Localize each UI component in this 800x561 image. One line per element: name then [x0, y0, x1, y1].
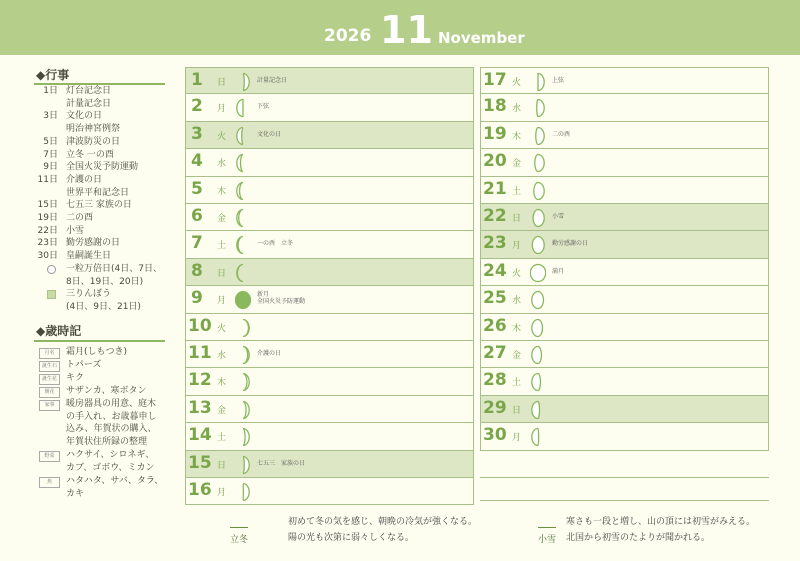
moon-phase-icon [235, 181, 251, 201]
day-number: 5 [191, 178, 203, 199]
moon-holder [530, 263, 546, 287]
day-row [185, 423, 474, 450]
day-number: 7 [191, 233, 203, 254]
day-row [185, 94, 474, 121]
weekday-label: 土 [217, 433, 227, 444]
moon-holder [235, 126, 251, 150]
moon-phase-icon [530, 263, 546, 283]
event-day: 7日 [43, 149, 58, 160]
day-number: 16 [188, 480, 212, 500]
saijiki-text: 年賀状住所録の整理 [66, 437, 148, 448]
day-note [552, 77, 564, 84]
day-row [480, 122, 769, 149]
weekday-label: 日 [512, 405, 522, 416]
season-text: 初めて冬の気を感じ、朝晩の冷気が強くなる。 [288, 517, 478, 527]
moon-phase-icon [530, 427, 546, 447]
moon-holder [235, 235, 251, 259]
day-note-line: 下弦 [257, 103, 270, 111]
day-row [480, 341, 769, 368]
weekday-label: 月 [217, 104, 227, 115]
weekday-label: 金 [217, 214, 227, 224]
saijiki-text: 霜月(しもつき) [66, 347, 128, 357]
day-number: 29 [483, 397, 507, 418]
moon-phase-icon [530, 400, 546, 420]
season-label: 立冬 [230, 535, 249, 545]
event-text: 世界平和記念日 [66, 187, 130, 198]
moon-phase-icon [235, 235, 251, 255]
moon-phase-icon [530, 126, 546, 146]
moon-phase-icon [235, 126, 251, 146]
moon-holder [530, 72, 546, 96]
saijiki-tag: 開花 [39, 387, 60, 398]
saijiki-divider [34, 340, 165, 342]
moon-holder [235, 72, 251, 96]
event-day: 19日 [37, 213, 58, 223]
weekday-label: 月 [217, 296, 227, 307]
weekday-label: 日 [512, 214, 522, 224]
weekday-label: 火 [217, 131, 227, 142]
day-note-line: 満月 [552, 267, 565, 275]
season-text: 寒さも一段と増し、山の頂には初雪がみえる。 [566, 517, 756, 527]
day-number: 3 [191, 123, 203, 144]
weekday-label: 土 [217, 241, 227, 252]
day-number: 28 [483, 370, 507, 391]
moon-phase-icon [530, 153, 546, 173]
season-label: 小雪 [538, 535, 557, 545]
day-row [185, 259, 474, 286]
event-text: 津波防災の日 [66, 136, 121, 147]
moon-holder [530, 98, 546, 122]
day-row [185, 149, 474, 176]
leaf-icon [230, 515, 248, 528]
moon-holder [530, 208, 546, 232]
moon-phase-icon [235, 318, 251, 338]
saijiki-text: ハタハタ、サバ、タラ、 [66, 476, 164, 486]
day-note [257, 131, 281, 138]
event-mark-text: (4日、9日、21日) [66, 301, 141, 312]
weekday-label: 金 [512, 351, 522, 361]
mountain-icon [538, 515, 556, 528]
moon-holder [235, 372, 251, 396]
moon-phase-icon [235, 482, 251, 502]
moon-holder [530, 345, 546, 369]
event-text: 小雪 [66, 225, 85, 236]
weekday-label: 水 [512, 296, 522, 307]
empty-row-line [480, 500, 769, 501]
moon-holder [530, 126, 546, 150]
event-mark-text: 三りんぼう [66, 289, 112, 300]
moon-phase-icon [530, 372, 546, 392]
day-number: 20 [483, 151, 507, 172]
day-note-line: 文化の日 [257, 130, 282, 138]
day-row [185, 451, 474, 478]
saijiki-text: 込み、年賀状の購入、 [66, 424, 157, 435]
day-note [552, 240, 588, 247]
moon-phase-icon [235, 263, 251, 283]
weekday-label: 木 [512, 131, 522, 142]
moon-phase-icon [530, 72, 546, 92]
event-day: 15日 [37, 200, 58, 211]
event-text: 全国火災予防運動 [66, 162, 139, 173]
weekday-label: 火 [512, 78, 522, 88]
moon-holder [235, 263, 251, 287]
day-row [480, 396, 769, 423]
saijiki-text: カキ [66, 488, 85, 499]
moon-phase-icon [530, 235, 546, 255]
saijiki-text: サザンカ、寒ボタン [66, 385, 147, 396]
moon-holder [235, 290, 251, 314]
moon-holder [235, 345, 251, 369]
day-number: 21 [483, 178, 507, 199]
day-row [185, 396, 474, 423]
day-row [480, 423, 769, 450]
event-mark-text: 8日、19日、20日) [66, 276, 144, 287]
day-number: 24 [483, 260, 507, 281]
moon-holder [235, 400, 251, 424]
moon-holder [530, 427, 546, 451]
day-number: 4 [191, 151, 203, 172]
moon-phase-icon [235, 427, 251, 447]
season-text: 陽の光も次第に弱々しくなる。 [288, 533, 415, 543]
saijiki-tag: 家事 [39, 400, 60, 411]
day-number: 15 [188, 452, 212, 473]
month-name: November [438, 29, 525, 47]
event-text: 七五三 家族の日 [66, 200, 132, 211]
moon-holder [530, 290, 546, 314]
day-number: 12 [188, 370, 212, 391]
moon-holder [235, 427, 251, 451]
empty-row-line [480, 477, 769, 478]
event-text: 明治神宮例祭 [66, 124, 121, 135]
event-text: 文化の日 [66, 111, 103, 122]
saijiki-title: ◆歳時記 [36, 324, 82, 338]
day-row [185, 478, 474, 505]
day-note [552, 213, 564, 220]
day-row [480, 286, 769, 313]
day-note-line: 新月 [257, 291, 270, 299]
weekday-label: 火 [512, 268, 522, 279]
event-text: 皇嗣誕生日 [66, 251, 112, 262]
moon-phase-icon [235, 290, 251, 310]
weekday-label: 木 [217, 378, 227, 389]
moon-holder [235, 318, 251, 342]
saijiki-tag: 野菜 [39, 451, 60, 462]
moon-holder [235, 455, 251, 479]
event-text: 計量記念日 [66, 98, 112, 109]
day-number: 10 [188, 315, 212, 336]
moon-holder [235, 181, 251, 205]
day-note [257, 77, 287, 84]
event-text: 灯台記念日 [66, 86, 112, 96]
day-note [257, 350, 281, 357]
day-row [185, 231, 474, 258]
moon-holder [235, 98, 251, 122]
day-number: 17 [483, 70, 507, 90]
day-number: 26 [483, 315, 507, 336]
day-number: 8 [191, 260, 203, 281]
weekday-label: 土 [512, 378, 522, 389]
events-title: ◆行事 [36, 68, 70, 82]
weekday-label: 日 [217, 460, 227, 471]
event-day: 11日 [37, 174, 58, 185]
saijiki-tag: 誕生花 [39, 374, 60, 385]
event-day: 1日 [43, 86, 58, 96]
day-note-line: 一の酉 立冬 [257, 240, 294, 248]
weekday-label: 金 [217, 405, 227, 416]
weekday-label: 土 [512, 186, 522, 197]
moon-holder [530, 181, 546, 205]
year-label: 2026 [324, 26, 372, 46]
day-note-line: 上弦 [552, 77, 565, 84]
saijiki-text: 暖房器具の用意、庭木 [66, 398, 157, 409]
saijiki-text: キク [66, 372, 85, 383]
day-row [185, 122, 474, 149]
moon-holder [235, 482, 251, 506]
square-mark-icon [47, 290, 56, 299]
day-note [257, 291, 305, 305]
event-text: 立冬 一の酉 [66, 149, 114, 160]
event-text: 介護の日 [66, 174, 103, 185]
day-note-line: 二の酉 [552, 130, 571, 138]
day-number: 9 [191, 288, 203, 309]
day-number: 11 [188, 343, 212, 363]
saijiki-text: トパーズ [66, 359, 102, 370]
moon-holder [235, 153, 251, 177]
day-row [185, 341, 474, 368]
event-day: 3日 [43, 111, 58, 122]
event-day: 23日 [37, 238, 58, 249]
weekday-label: 月 [512, 241, 522, 252]
day-number: 1 [191, 70, 203, 90]
day-row [185, 204, 474, 231]
event-mark-text: 一粒万倍日(4日、7日、 [66, 263, 162, 274]
day-note-line: 小雪 [552, 213, 565, 220]
event-text: 勤労感謝の日 [66, 238, 121, 249]
weekday-label: 金 [512, 159, 522, 170]
day-note-line: 勤労感謝の日 [552, 240, 589, 248]
day-number: 19 [483, 123, 507, 144]
saijiki-tag: 魚 [39, 477, 60, 488]
weekday-label: 木 [217, 186, 227, 197]
weekday-label: 水 [217, 351, 227, 361]
weekday-label: 月 [217, 488, 227, 498]
weekday-label: 月 [512, 433, 522, 444]
moon-phase-icon [235, 153, 251, 173]
day-note-line: 介護の日 [257, 350, 282, 357]
day-row [480, 67, 769, 94]
moon-phase-icon [235, 455, 251, 475]
day-number: 18 [483, 96, 507, 117]
moon-holder [530, 318, 546, 342]
day-row [185, 368, 474, 395]
day-row [185, 286, 474, 313]
moon-phase-icon [235, 372, 251, 392]
saijiki-text: の手入れ、お歳暮申し [66, 411, 157, 422]
moon-phase-icon [530, 290, 546, 310]
day-number: 13 [188, 397, 212, 418]
day-note-line: 計量記念日 [257, 77, 288, 84]
moon-holder [235, 208, 251, 232]
moon-phase-icon [235, 72, 251, 92]
moon-holder [530, 372, 546, 396]
moon-phase-icon [235, 345, 251, 365]
saijiki-tag: 誕生石 [39, 361, 60, 372]
event-day: 9日 [43, 162, 58, 173]
circle-mark-icon [47, 265, 56, 274]
day-number: 30 [483, 425, 507, 446]
day-number: 23 [483, 233, 507, 254]
day-number: 14 [188, 425, 212, 446]
weekday-label: 日 [217, 78, 227, 88]
day-note [257, 460, 305, 467]
moon-phase-icon [530, 345, 546, 365]
day-note [552, 131, 570, 138]
month-number: 11 [380, 8, 433, 52]
event-text: 二の酉 [66, 213, 94, 223]
moon-phase-icon [235, 208, 251, 228]
day-note-line: 七五三 家族の日 [257, 459, 306, 467]
day-number: 27 [483, 343, 507, 363]
saijiki-text: カブ、ゴボウ、ミカン [66, 463, 155, 474]
header-banner [0, 0, 800, 55]
day-number: 2 [191, 96, 203, 117]
weekday-label: 水 [512, 104, 522, 115]
saijiki-tag: 月名 [39, 348, 60, 359]
moon-phase-icon [530, 208, 546, 228]
day-row [480, 149, 769, 176]
season-text: 北国から初雪のたよりが聞かれる。 [566, 533, 711, 543]
moon-phase-icon [235, 98, 251, 118]
weekday-label: 木 [512, 323, 522, 334]
day-row [480, 94, 769, 121]
day-row [480, 314, 769, 341]
moon-phase-icon [530, 98, 546, 118]
day-number: 6 [191, 206, 203, 226]
day-note [257, 103, 269, 110]
moon-holder [530, 235, 546, 259]
day-note [257, 240, 293, 247]
day-row [185, 67, 474, 94]
day-row [480, 231, 769, 258]
day-row [185, 177, 474, 204]
saijiki-text: ハクサイ、シロネギ、 [66, 450, 155, 461]
moon-phase-icon [235, 400, 251, 420]
moon-holder [530, 400, 546, 424]
weekday-label: 日 [217, 268, 227, 279]
moon-phase-icon [530, 318, 546, 338]
moon-phase-icon [530, 181, 546, 201]
moon-holder [530, 153, 546, 177]
day-row [185, 314, 474, 341]
weekday-label: 水 [217, 159, 227, 170]
event-day: 22日 [37, 225, 58, 236]
day-row [480, 204, 769, 231]
weekday-label: 火 [217, 323, 227, 334]
day-row [480, 368, 769, 395]
day-number: 22 [483, 206, 507, 226]
day-row [480, 177, 769, 204]
day-note [552, 268, 564, 275]
event-day: 5日 [43, 136, 58, 147]
day-note-line: 全国火災予防運動 [257, 298, 306, 306]
day-row [480, 259, 769, 286]
event-day: 30日 [37, 251, 58, 262]
day-number: 25 [483, 288, 507, 309]
